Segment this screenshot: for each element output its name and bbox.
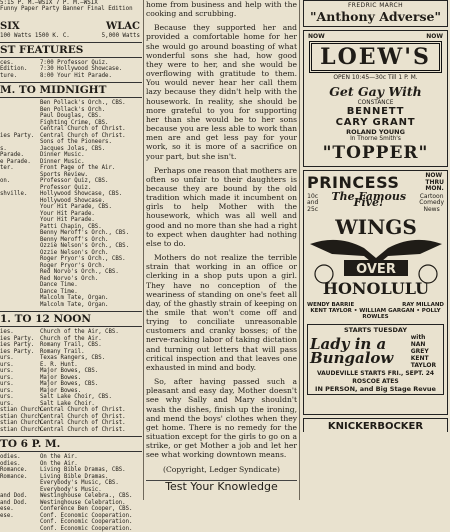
theater-hours: OPEN 10:45—30c Till 1 P. M. — [333, 74, 418, 81]
program-left: ter. — [0, 165, 14, 172]
program-left: Romance. — [0, 467, 28, 474]
supporting-star: ROLAND YOUNG — [346, 128, 405, 136]
program-left — [0, 302, 40, 309]
program-left: urs. — [0, 400, 14, 407]
anthony-adverse-ad — [303, 0, 448, 27]
program-right: Conf. Economic Cooperation. — [40, 512, 133, 519]
star-name: CARY GRANT — [335, 117, 416, 128]
station-left: SIX — [0, 20, 20, 32]
program-right: Westinghouse Celebra., CBS. — [40, 493, 133, 500]
wings-over-honolulu-artwork — [308, 214, 444, 302]
program-left: urs. — [0, 387, 14, 394]
article-column — [146, 0, 297, 500]
short-line: News — [423, 205, 440, 213]
station-names — [0, 21, 142, 32]
coming-cast-line: with NAN GREY — [410, 333, 429, 355]
station-right: WLAC — [106, 20, 140, 32]
program-right: Ozzie Nelson's Orch., CBS. — [40, 243, 130, 250]
program-right: Roger Pryor's Orch., CBS. — [40, 256, 126, 263]
program-right: Central Church of Christ. — [40, 420, 126, 427]
program-left: shville. — [0, 191, 28, 198]
program-right: Central Church of Christ. — [40, 126, 126, 133]
movie-ads-column — [301, 0, 450, 500]
program-right: On the Air. — [40, 460, 78, 467]
princess-logo: PRINCESS — [307, 173, 400, 192]
program-right: Benny Meroff's Orch. — [40, 236, 109, 243]
program-right: Your Hit Parade, CBS. — [40, 204, 112, 211]
program-right: Hollywood Showcase, CBS. — [40, 191, 123, 198]
watts-right: 5,000 Watts — [101, 32, 140, 39]
station-watts — [0, 33, 142, 39]
cast-name: WENDY BARRIE — [307, 301, 355, 308]
title-wings: WINGS — [334, 214, 417, 239]
coming-cast-line: KENT TAYLOR — [410, 354, 437, 369]
program-right: Romany Trail, CBS. — [40, 342, 102, 349]
noon-list — [0, 329, 142, 433]
lady-title-row — [310, 334, 441, 369]
program-right: On the Air. — [40, 454, 78, 461]
program-right: 7:30 Hollywood Showcase. — [40, 66, 123, 73]
program-right: Texas Rangers, CBS. — [40, 355, 106, 362]
program-left: Parade. — [0, 152, 24, 159]
program-left: Romance. — [0, 473, 28, 480]
coming-movie-title: Lady in a Bungalow — [310, 335, 394, 368]
program-right: Living Bible Dramas, CBS. — [40, 467, 126, 474]
ad-movie-title: "Anthony Adverse" — [310, 9, 441, 24]
program-right: Ben Pollack's Orch., CBS. — [40, 100, 126, 107]
famous-tagline: The Famous Five! — [331, 189, 407, 210]
program-right: Westinghouse Celebration. — [40, 499, 126, 506]
program-right: Dinner Music. — [40, 152, 85, 159]
program-left: s. — [0, 145, 7, 152]
program-right: Conf. Economic Cooperation. — [40, 519, 133, 526]
program-left: stian Church. — [0, 407, 45, 414]
program-left: stian Church. — [0, 420, 45, 427]
program-right: Major Bowes. — [40, 387, 82, 394]
program-left: odies. — [0, 460, 21, 467]
program-left: urs. — [0, 368, 14, 375]
pm-list — [0, 454, 142, 532]
program-left: urs. — [0, 381, 14, 388]
star-first-name: CONSTANCE — [357, 100, 394, 106]
program-left: ese. — [0, 512, 14, 519]
article-paragraph: Because they supported her and provided a comfortable home for her she would go around boasting of what wonderful sons she had, how good they were to her, and she would be overflowing with gratitude to them. You would never hear her call them lazy because they didn't help with the housework. In reality, she should be more grateful to you for supporting her than she would be to her sons because you are less able to work than men are and get less pay for your work, so it is more of a sacrifice on your part, but she isn't. — [146, 23, 297, 161]
program-left: ies Party. — [0, 342, 35, 349]
program-left: ies Party. — [0, 335, 35, 342]
midnight-heading: M. TO MIDNIGHT — [0, 82, 142, 98]
cast-line: KENT TAYLOR • WILLIAM GARGAN • POLLY ROWLES — [310, 307, 441, 321]
noon-heading: 1. TO 12 NOON — [0, 311, 142, 327]
program-right: Central Church of Christ. — [40, 132, 126, 139]
program-right: Romany Trail. — [40, 348, 85, 355]
starts-label: STARTS TUESDAY — [343, 325, 408, 334]
cast-name: RAY MILLAND — [402, 301, 444, 308]
program-right: Paul Douglas, CBS. — [40, 113, 102, 120]
program-right: Ozzie Nelson's Orch. — [40, 249, 109, 256]
program-left: urs. — [0, 361, 14, 368]
vaudeville-line: VAUDEVILLE STARTS FRI., SEPT. 24 — [316, 369, 435, 377]
article-paragraph: Mothers do not realize the terrible strain that working in an office or clerking in a shop puts upon a girl. They have no conception of the weariness of standing on one's feet all day, of the ghastly strain of keeping on the smile that won't come off and trying to conciliate unreasonable customers and cranky bosses; of the nerve-racking labor of taking dictation and turning out letters that will pass critical inspection and that leaves one exhausted in mind and body. — [146, 253, 297, 372]
program-right: Conference Ben Cooper, CBS. — [40, 506, 133, 513]
radio-top-line: 5:15 P. M.—WSIX 7 P. M.—WSIX — [0, 0, 98, 6]
program-right: Red Norvo's Orch., CBS. — [40, 269, 119, 276]
program-right: Benny Meroff's Orch., CBS. — [40, 230, 130, 237]
program-right: Professor Quiz. — [40, 184, 92, 191]
program-right: Dance Time. — [40, 282, 78, 289]
program-right: 8:00 Your Hit Parade. — [40, 72, 112, 79]
program-left: ces. — [0, 59, 14, 66]
program-right: Your Hit Parade. — [40, 210, 95, 217]
short-line: Cartoon — [419, 192, 444, 200]
program-right: Living Bible Dramas. — [40, 473, 109, 480]
program-right: Malcolm Tate, Organ. — [40, 295, 109, 302]
star-name: BENNETT — [346, 106, 405, 117]
price-line: 25c — [307, 205, 319, 213]
shorts-block — [419, 194, 444, 214]
vaudeville-star: ROSCOE ATES — [352, 377, 399, 385]
price-block — [307, 194, 318, 214]
ad-movie-title: "TOPPER" — [322, 143, 429, 163]
next-article-heading: Test Your Knowledge — [146, 480, 297, 491]
in-person-line: IN PERSON, and Big Stage Revue — [315, 384, 436, 393]
program-left: ture. — [0, 72, 18, 79]
program-row — [0, 73, 142, 80]
program-row — [0, 427, 142, 434]
program-row — [0, 526, 142, 532]
program-right: 7:00 Professor Quiz. — [40, 59, 109, 66]
knickerbocker-ad: KNICKERBOCKER — [303, 418, 448, 432]
program-left: on. — [0, 178, 11, 185]
short-line: Comedy — [419, 199, 444, 207]
program-right: Malcolm Tate, Organ. — [40, 301, 109, 308]
program-left: and Dod. — [0, 499, 28, 506]
run-date-line: NOW — [425, 172, 443, 179]
program-left: ies Party. — [0, 348, 35, 355]
program-left: Edition. — [0, 66, 28, 73]
program-right: Patti Chapin, CBS. — [40, 223, 102, 230]
program-row — [0, 302, 142, 309]
features-heading: ST FEATURES — [0, 42, 142, 58]
column-rule — [299, 0, 300, 500]
title-over: OVER — [355, 261, 396, 277]
run-dates — [425, 173, 444, 193]
loews-topper-ad — [303, 30, 448, 167]
program-right: Dance Time. — [40, 288, 78, 295]
watts-left: 100 Watts 1500 K. C. — [0, 32, 70, 39]
loews-logo: LOEW'S — [309, 41, 442, 73]
program-right: Central Church of Christ. — [40, 413, 126, 420]
midnight-list — [0, 100, 142, 308]
price-line: 10c — [307, 192, 319, 200]
program-right: Professor Quiz, CBS. — [40, 178, 109, 185]
now-right: NOW — [426, 33, 443, 40]
program-right: Sports Review. — [40, 171, 88, 178]
program-left: urs. — [0, 374, 14, 381]
run-date-line: THRU — [425, 178, 444, 186]
features-list — [0, 60, 142, 80]
program-right: E. R. Hunt. — [40, 361, 78, 368]
program-right: Everybody's Music. — [40, 486, 102, 493]
article-paragraph: Perhaps one reason that mothers are often so unfair to their daughters is because they are bound by the old tradition which made it incumbent on girls to help Mother with the housework, which was all well and good and no more than she had a right to expect when daughter had nothing else to do. — [146, 165, 298, 248]
radio-top-line: Funny Paper Party Banner Final Edition — [0, 6, 133, 13]
program-right: Fighting Crime, CBS. — [40, 119, 109, 126]
program-right: Sons of the Pioneers. — [40, 139, 112, 146]
program-right: Hollywood Showcase. — [40, 197, 106, 204]
column-rule — [143, 0, 144, 500]
article-paragraph: home from business and help with the cooking and scrubbing. — [146, 0, 297, 19]
program-left: ese. — [0, 506, 14, 513]
princess-wings-ad — [303, 170, 448, 415]
title-honolulu: HONOLULU — [322, 278, 429, 298]
pm-heading: TO 6 P. M. — [0, 436, 142, 452]
program-left: odies. — [0, 454, 21, 461]
copyright-line: (Copyright, Ledger Syndicate) — [163, 464, 280, 474]
program-right: Jacques Jolas, CBS. — [40, 145, 106, 152]
program-right: Ben Pollack's Orch. — [40, 106, 106, 113]
program-left: urs. — [0, 355, 14, 362]
program-left: and Dod. — [0, 493, 28, 500]
program-right: Salt Lake Choir. — [40, 400, 95, 407]
program-right: Everybody's Music, CBS. — [40, 480, 119, 487]
radio-listings-column — [0, 0, 142, 532]
program-right: Your Hit Parade. — [40, 217, 95, 224]
program-right: Church of the Air, CBS. — [40, 329, 119, 336]
now-left: NOW — [308, 33, 325, 40]
coming-attraction — [307, 324, 444, 395]
program-left: ies Party. — [0, 132, 35, 139]
program-right: Central Church of Christ. — [40, 426, 126, 433]
program-right: Major Bowes, CBS. — [40, 381, 99, 388]
program-left: stian Church. — [0, 426, 45, 433]
program-right: Salt Lake Choir, CBS. — [40, 394, 112, 401]
coming-movie-cast — [411, 334, 441, 369]
program-left: e Parade. — [0, 158, 31, 165]
program-right: Dinner Music. — [40, 158, 85, 165]
program-right: Conf. Economic Cooperation. — [40, 525, 133, 532]
program-right: Central Church of Christ. — [40, 407, 126, 414]
program-left — [0, 526, 40, 532]
source-credit: In Thorne Smith's — [350, 136, 401, 142]
program-right: Front Page of the Air. — [40, 165, 116, 172]
program-right: Roger Pryor's Orch. — [40, 262, 106, 269]
ad-tagline: Get Gay With — [329, 84, 422, 99]
run-date-line: MON. — [425, 185, 444, 193]
program-right: Major Bowes. — [40, 374, 82, 381]
program-right: Major Bowes, CBS. — [40, 368, 99, 375]
program-left: urs. — [0, 394, 14, 401]
program-left: ies. — [0, 329, 14, 336]
program-right: Church of the Air. — [40, 335, 102, 342]
article-paragraph: So, after having passed such a pleasant and easy day, Mother doesn't see why Sally and Mary shouldn't wash the dishes, finish up the ironing, and mend the boys' clothes when they get home. There is no remedy for the situation except for the girls to go on a strike, or get Mother a job and let her see what working downtown means. — [146, 377, 297, 460]
program-left: stian Church. — [0, 413, 45, 420]
ad-star-name: FREDRIC MARCH — [347, 2, 404, 9]
program-right: Red Norvo's Orch. — [40, 275, 99, 282]
now-labels — [304, 33, 447, 40]
price-line: and — [307, 199, 319, 207]
